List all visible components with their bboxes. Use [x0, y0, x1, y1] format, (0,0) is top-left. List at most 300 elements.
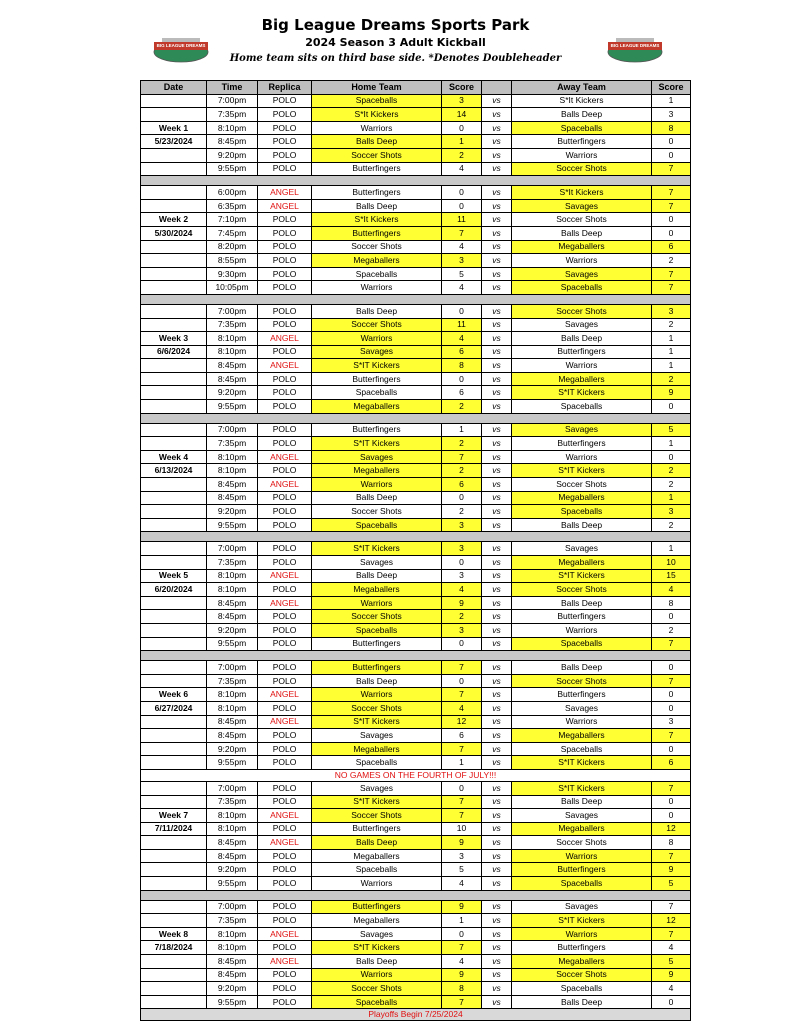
week-date: 6/20/2024	[141, 583, 207, 597]
field-replica: POLO	[258, 781, 312, 795]
home-score: 14	[442, 108, 482, 122]
away-score: 0	[652, 809, 691, 823]
away-score: 7	[652, 729, 691, 743]
field-replica: POLO	[258, 437, 312, 451]
game-time: 9:55pm	[207, 162, 258, 176]
table-row	[141, 121, 691, 135]
game-time: 8:20pm	[207, 240, 258, 254]
table-row	[141, 400, 691, 414]
away-team: Spaceballs	[512, 400, 652, 414]
home-team: S*IT Kickers	[312, 795, 442, 809]
vs-label: vs	[482, 505, 512, 519]
table-row	[141, 674, 691, 688]
date-cell	[141, 518, 207, 532]
date-cell	[141, 94, 207, 108]
home-team: S*It Kickers	[312, 213, 442, 227]
away-team: Megaballers	[512, 729, 652, 743]
field-replica: POLO	[258, 914, 312, 928]
vs-label: vs	[482, 995, 512, 1009]
home-team: Savages	[312, 781, 442, 795]
vs-label: vs	[482, 478, 512, 492]
game-time: 7:00pm	[207, 900, 258, 914]
date-cell	[141, 423, 207, 437]
table-row	[141, 610, 691, 624]
game-time: 7:35pm	[207, 437, 258, 451]
away-team: Butterfingers	[512, 688, 652, 702]
away-score: 0	[652, 995, 691, 1009]
week-label: Week 3	[141, 332, 207, 346]
away-score: 3	[652, 108, 691, 122]
away-score: 9	[652, 386, 691, 400]
vs-label: vs	[482, 359, 512, 373]
field-replica: POLO	[258, 400, 312, 414]
game-time: 8:55pm	[207, 254, 258, 268]
game-time: 8:45pm	[207, 372, 258, 386]
home-team: Butterfingers	[312, 226, 442, 240]
away-score: 0	[652, 213, 691, 227]
vs-label: vs	[482, 836, 512, 850]
game-time: 7:10pm	[207, 213, 258, 227]
date-cell	[141, 254, 207, 268]
vs-label: vs	[482, 162, 512, 176]
home-team: Spaceballs	[312, 94, 442, 108]
date-cell	[141, 281, 207, 295]
table-row	[141, 982, 691, 996]
away-team: S*IT Kickers	[512, 386, 652, 400]
table-row	[141, 199, 691, 213]
field-replica: POLO	[258, 941, 312, 955]
home-score: 9	[442, 900, 482, 914]
away-team: S*IT Kickers	[512, 914, 652, 928]
away-team: Warriors	[512, 927, 652, 941]
home-team: Butterfingers	[312, 661, 442, 675]
week-label: Week 5	[141, 569, 207, 583]
schedule-body	[141, 94, 691, 1021]
game-time: 7:35pm	[207, 795, 258, 809]
col-away-team-header: Away Team	[512, 81, 652, 95]
game-time: 9:20pm	[207, 505, 258, 519]
home-score: 7	[442, 688, 482, 702]
home-score: 7	[442, 995, 482, 1009]
week-separator	[141, 413, 691, 423]
home-team: Soccer Shots	[312, 240, 442, 254]
away-score: 7	[652, 186, 691, 200]
away-score: 2	[652, 623, 691, 637]
game-time: 7:00pm	[207, 304, 258, 318]
separator-cell	[141, 532, 691, 542]
home-team: Balls Deep	[312, 135, 442, 149]
home-score: 0	[442, 491, 482, 505]
game-time: 8:45pm	[207, 729, 258, 743]
away-team: Soccer Shots	[512, 162, 652, 176]
table-row	[141, 596, 691, 610]
game-time: 7:35pm	[207, 674, 258, 688]
game-time: 8:45pm	[207, 478, 258, 492]
table-row	[141, 556, 691, 570]
field-replica: POLO	[258, 729, 312, 743]
away-team: Butterfingers	[512, 437, 652, 451]
away-team: Balls Deep	[512, 995, 652, 1009]
vs-label: vs	[482, 345, 512, 359]
week-date: 6/13/2024	[141, 464, 207, 478]
date-cell	[141, 610, 207, 624]
date-cell	[141, 400, 207, 414]
away-score: 7	[652, 900, 691, 914]
home-team: Butterfingers	[312, 372, 442, 386]
home-score: 7	[442, 809, 482, 823]
home-team: S*It Kickers	[312, 108, 442, 122]
table-row	[141, 162, 691, 176]
away-team: Butterfingers	[512, 135, 652, 149]
date-cell	[141, 968, 207, 982]
field-replica: ANGEL	[258, 569, 312, 583]
vs-label: vs	[482, 688, 512, 702]
vs-label: vs	[482, 332, 512, 346]
away-score: 1	[652, 542, 691, 556]
field-replica: POLO	[258, 795, 312, 809]
vs-label: vs	[482, 121, 512, 135]
home-team: Warriors	[312, 121, 442, 135]
date-cell	[141, 162, 207, 176]
away-score: 4	[652, 941, 691, 955]
date-cell	[141, 304, 207, 318]
home-team: Balls Deep	[312, 491, 442, 505]
col-replica-header: Replica	[258, 81, 312, 95]
field-replica: ANGEL	[258, 688, 312, 702]
away-team: Warriors	[512, 359, 652, 373]
home-score: 2	[442, 464, 482, 478]
away-score: 0	[652, 795, 691, 809]
away-score: 4	[652, 982, 691, 996]
away-score: 8	[652, 121, 691, 135]
home-score: 5	[442, 267, 482, 281]
game-time: 9:20pm	[207, 386, 258, 400]
game-time: 8:10pm	[207, 822, 258, 836]
game-time: 8:10pm	[207, 927, 258, 941]
vs-label: vs	[482, 148, 512, 162]
home-score: 2	[442, 148, 482, 162]
away-team: Spaceballs	[512, 637, 652, 651]
away-team: Megaballers	[512, 822, 652, 836]
date-cell	[141, 478, 207, 492]
schedule-table	[140, 80, 691, 1021]
away-team: Soccer Shots	[512, 478, 652, 492]
field-replica: POLO	[258, 254, 312, 268]
home-score: 2	[442, 505, 482, 519]
away-score: 3	[652, 505, 691, 519]
date-cell	[141, 781, 207, 795]
date-cell	[141, 386, 207, 400]
week-separator	[141, 651, 691, 661]
table-row	[141, 809, 691, 823]
col-date-header: Date	[141, 81, 207, 95]
table-row	[141, 637, 691, 651]
vs-label: vs	[482, 877, 512, 891]
home-team: Balls Deep	[312, 304, 442, 318]
away-team: Savages	[512, 423, 652, 437]
week-label: Week 7	[141, 809, 207, 823]
table-row	[141, 941, 691, 955]
field-replica: POLO	[258, 877, 312, 891]
separator-cell	[141, 294, 691, 304]
date-cell	[141, 240, 207, 254]
col-vs-header	[482, 81, 512, 95]
vs-label: vs	[482, 423, 512, 437]
field-replica: POLO	[258, 491, 312, 505]
date-cell	[141, 900, 207, 914]
home-team: Soccer Shots	[312, 809, 442, 823]
vs-label: vs	[482, 437, 512, 451]
vs-label: vs	[482, 701, 512, 715]
vs-label: vs	[482, 822, 512, 836]
date-cell	[141, 914, 207, 928]
separator-cell	[141, 890, 691, 900]
home-team: Spaceballs	[312, 267, 442, 281]
date-cell	[141, 556, 207, 570]
table-row	[141, 955, 691, 969]
home-team: Butterfingers	[312, 900, 442, 914]
home-team: Warriors	[312, 968, 442, 982]
away-score: 1	[652, 359, 691, 373]
week-separator	[141, 532, 691, 542]
home-team: Megaballers	[312, 254, 442, 268]
date-cell	[141, 108, 207, 122]
table-row	[141, 661, 691, 675]
home-score: 4	[442, 240, 482, 254]
field-replica: POLO	[258, 226, 312, 240]
home-score: 4	[442, 332, 482, 346]
table-row	[141, 386, 691, 400]
home-score: 4	[442, 955, 482, 969]
field-replica: ANGEL	[258, 955, 312, 969]
game-time: 6:00pm	[207, 186, 258, 200]
field-replica: POLO	[258, 968, 312, 982]
home-score: 1	[442, 135, 482, 149]
field-replica: POLO	[258, 822, 312, 836]
away-score: 9	[652, 863, 691, 877]
page-subtitle: 2024 Season 3 Adult Kickball	[305, 36, 486, 49]
away-score: 5	[652, 877, 691, 891]
away-team: Savages	[512, 267, 652, 281]
home-team: Butterfingers	[312, 822, 442, 836]
park-logo-right	[606, 30, 664, 64]
date-cell	[141, 877, 207, 891]
field-replica: POLO	[258, 674, 312, 688]
vs-label: vs	[482, 108, 512, 122]
away-team: Soccer Shots	[512, 583, 652, 597]
home-score: 7	[442, 450, 482, 464]
away-score: 7	[652, 162, 691, 176]
no-games-notice: NO GAMES ON THE FOURTH OF JULY!!!	[141, 769, 691, 781]
col-home-team-header: Home Team	[312, 81, 442, 95]
field-replica: POLO	[258, 423, 312, 437]
field-replica: ANGEL	[258, 359, 312, 373]
vs-label: vs	[482, 135, 512, 149]
vs-label: vs	[482, 637, 512, 651]
vs-label: vs	[482, 386, 512, 400]
vs-label: vs	[482, 596, 512, 610]
game-time: 8:45pm	[207, 610, 258, 624]
vs-label: vs	[482, 213, 512, 227]
away-team: Balls Deep	[512, 596, 652, 610]
game-time: 8:10pm	[207, 569, 258, 583]
home-team: S*IT Kickers	[312, 715, 442, 729]
date-cell	[141, 674, 207, 688]
home-team: Soccer Shots	[312, 148, 442, 162]
date-cell	[141, 505, 207, 519]
vs-label: vs	[482, 941, 512, 955]
header-note: Home team sits on third base side. *Denotes Doubleheader	[229, 53, 562, 64]
home-team: Megaballers	[312, 464, 442, 478]
game-time: 8:45pm	[207, 836, 258, 850]
home-team: Balls Deep	[312, 199, 442, 213]
away-score: 2	[652, 478, 691, 492]
vs-label: vs	[482, 400, 512, 414]
home-score: 7	[442, 795, 482, 809]
week-separator	[141, 176, 691, 186]
table-row	[141, 304, 691, 318]
table-row	[141, 226, 691, 240]
home-team: S*IT Kickers	[312, 437, 442, 451]
home-score: 7	[442, 941, 482, 955]
home-score: 11	[442, 213, 482, 227]
table-row	[141, 900, 691, 914]
week-date: 5/23/2024	[141, 135, 207, 149]
away-score: 1	[652, 437, 691, 451]
table-row	[141, 701, 691, 715]
table-row	[141, 729, 691, 743]
vs-label: vs	[482, 661, 512, 675]
field-replica: POLO	[258, 281, 312, 295]
away-team: Warriors	[512, 849, 652, 863]
home-team: Warriors	[312, 688, 442, 702]
table-row	[141, 281, 691, 295]
game-time: 9:20pm	[207, 863, 258, 877]
home-score: 3	[442, 254, 482, 268]
away-score: 0	[652, 701, 691, 715]
away-team: Balls Deep	[512, 332, 652, 346]
field-replica: ANGEL	[258, 809, 312, 823]
away-team: Soccer Shots	[512, 968, 652, 982]
away-score: 10	[652, 556, 691, 570]
table-row	[141, 742, 691, 756]
field-replica: POLO	[258, 148, 312, 162]
table-row	[141, 623, 691, 637]
table-row	[141, 423, 691, 437]
week-label: Week 4	[141, 450, 207, 464]
away-team: Soccer Shots	[512, 213, 652, 227]
date-cell	[141, 491, 207, 505]
home-team: Balls Deep	[312, 569, 442, 583]
vs-label: vs	[482, 927, 512, 941]
table-row	[141, 569, 691, 583]
date-cell	[141, 359, 207, 373]
vs-label: vs	[482, 756, 512, 770]
table-row	[141, 836, 691, 850]
table-row	[141, 756, 691, 770]
game-time: 8:10pm	[207, 332, 258, 346]
away-score: 8	[652, 836, 691, 850]
week-label: Week 1	[141, 121, 207, 135]
home-score: 4	[442, 701, 482, 715]
vs-label: vs	[482, 742, 512, 756]
table-row	[141, 94, 691, 108]
home-score: 8	[442, 982, 482, 996]
away-score: 0	[652, 400, 691, 414]
field-replica: POLO	[258, 240, 312, 254]
home-score: 3	[442, 569, 482, 583]
game-time: 8:45pm	[207, 596, 258, 610]
home-team: Soccer Shots	[312, 701, 442, 715]
away-team: Balls Deep	[512, 661, 652, 675]
vs-label: vs	[482, 267, 512, 281]
vs-label: vs	[482, 464, 512, 478]
away-team: Savages	[512, 900, 652, 914]
field-replica: POLO	[258, 162, 312, 176]
home-score: 0	[442, 121, 482, 135]
table-row	[141, 863, 691, 877]
away-team: Soccer Shots	[512, 836, 652, 850]
home-team: Butterfingers	[312, 162, 442, 176]
game-time: 9:55pm	[207, 637, 258, 651]
game-time: 9:20pm	[207, 148, 258, 162]
game-time: 8:45pm	[207, 849, 258, 863]
notice-row	[141, 769, 691, 781]
logo-text: BIG LEAGUE DREAMS	[608, 42, 662, 50]
home-score: 9	[442, 836, 482, 850]
away-team: Spaceballs	[512, 982, 652, 996]
field-replica: ANGEL	[258, 715, 312, 729]
home-score: 0	[442, 637, 482, 651]
home-team: Spaceballs	[312, 756, 442, 770]
date-cell	[141, 836, 207, 850]
field-replica: POLO	[258, 372, 312, 386]
home-team: S*IT Kickers	[312, 941, 442, 955]
date-cell	[141, 955, 207, 969]
vs-label: vs	[482, 863, 512, 877]
home-team: Spaceballs	[312, 623, 442, 637]
game-time: 7:35pm	[207, 556, 258, 570]
home-score: 3	[442, 849, 482, 863]
game-time: 7:00pm	[207, 542, 258, 556]
field-replica: POLO	[258, 505, 312, 519]
home-score: 5	[442, 863, 482, 877]
date-cell	[141, 372, 207, 386]
away-score: 0	[652, 742, 691, 756]
col-away-score-header: Score	[652, 81, 691, 95]
week-separator	[141, 294, 691, 304]
vs-label: vs	[482, 610, 512, 624]
home-score: 1	[442, 756, 482, 770]
away-score: 1	[652, 332, 691, 346]
away-team: Balls Deep	[512, 518, 652, 532]
away-score: 5	[652, 423, 691, 437]
game-time: 8:10pm	[207, 688, 258, 702]
vs-label: vs	[482, 254, 512, 268]
vs-label: vs	[482, 372, 512, 386]
home-score: 12	[442, 715, 482, 729]
away-team: Savages	[512, 318, 652, 332]
home-team: Megaballers	[312, 849, 442, 863]
game-time: 9:30pm	[207, 267, 258, 281]
vs-label: vs	[482, 729, 512, 743]
vs-label: vs	[482, 900, 512, 914]
away-score: 1	[652, 345, 691, 359]
away-score: 0	[652, 226, 691, 240]
home-score: 0	[442, 781, 482, 795]
game-time: 8:10pm	[207, 701, 258, 715]
date-cell	[141, 795, 207, 809]
